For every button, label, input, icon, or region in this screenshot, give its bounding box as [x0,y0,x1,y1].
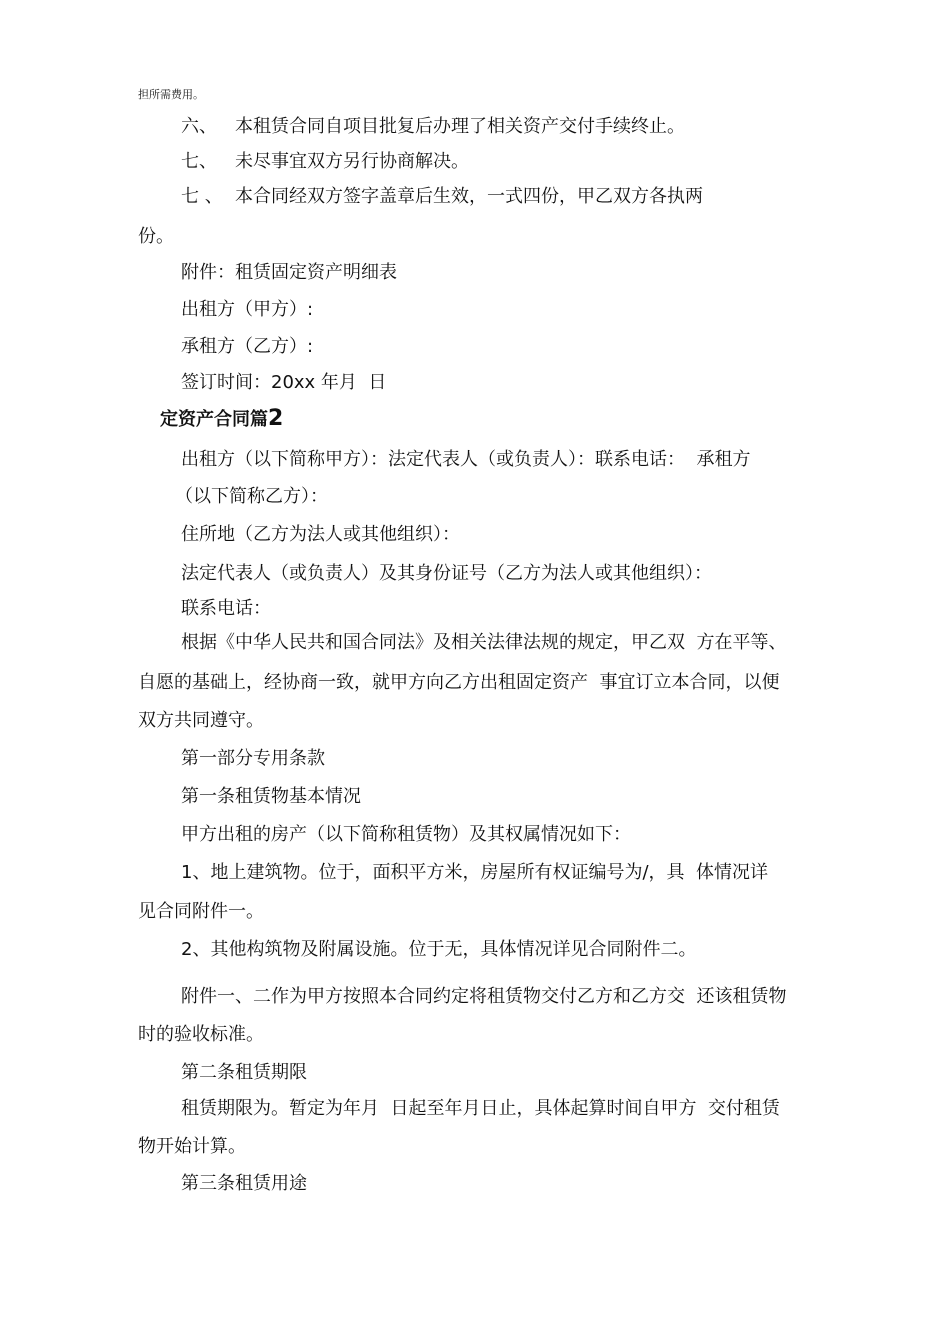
part-title: 第一部分专用条款 [181,748,325,769]
article-1-item-2: 2、其他构筑物及附属设施。位于无，具体情况详见合同附件二。 [181,939,697,960]
article-1-attachment-line-1: 附件一、二作为甲方按照本合同约定将租赁物交付乙方和乙方交 还该租赁物 [181,986,787,1007]
article-1-item-1-line-1: 1、地上建筑物。位于，面积平方米，房屋所有权证编号为/，具 体情况详 [181,862,768,883]
attachment-line: 附件：租赁固定资产明细表 [181,262,397,283]
clause-number: 六、 [181,116,217,137]
article-2-line-2: 物开始计算。 [138,1136,246,1157]
lessee-line: 承租方（乙方）: [181,336,314,357]
clause-continuation: 份。 [138,226,174,247]
article-1-attachment-line-2: 时的验收标准。 [138,1024,264,1045]
clause-number: 七 、 [181,186,223,207]
article-2-line-1: 租赁期限为。暂定为年月 日起至年月日止，具体起算时间自甲方 交付租赁 [181,1098,780,1119]
clause-number: 七、 [181,151,217,172]
clause-7b [181,186,703,208]
address-line: 住所地（乙方为法人或其他组织）： [181,524,460,545]
clause-text: 本合同经双方签字盖章后生效，一式四份，甲乙双方各执两 [235,186,703,207]
sign-date-line: 签订时间：20xx 年月 日 [181,372,387,393]
clause-text: 未尽事宜双方另行协商解决。 [235,151,469,172]
parties-line-1: 出租方（以下简称甲方）：法定代表人（或负责人）：联系电话： 承租方 [181,449,751,470]
clause-7 [181,151,469,173]
clause-text: 本租赁合同自项目批复后办理了相关资产交付手续终止。 [235,116,685,137]
heading-number: 2 [268,406,284,431]
preamble-line-2: 自愿的基础上，经协商一致，就甲方向乙方出租固定资产 事宜订立本合同，以便 [138,672,780,693]
legal-rep-line: 法定代表人（或负责人）及其身份证号（乙方为法人或其他组织）： [181,563,712,584]
phone-line: 联系电话： [181,598,271,619]
article-1-title: 第一条租赁物基本情况 [181,786,361,807]
article-1-item-1-line-2: 见合同附件一。 [138,901,264,922]
heading-text: 定资产合同篇 [160,409,268,430]
section-heading [160,408,283,431]
preamble-line-1: 根据《中华人民共和国合同法》及相关法律法规的规定，甲乙双 方在平等、 [181,632,787,653]
article-1-intro: 甲方出租的房产（以下简称租赁物）及其权属情况如下： [181,824,631,845]
preamble-line-3: 双方共同遵守。 [138,710,264,731]
article-3-title: 第三条租赁用途 [181,1173,307,1194]
article-2-title: 第二条租赁期限 [181,1062,307,1083]
lessor-line: 出租方（甲方）: [181,299,314,320]
fragment-line: 担所需费用。 [138,88,204,101]
clause-6 [181,116,685,138]
parties-line-2: （以下简称乙方）： [175,486,328,507]
